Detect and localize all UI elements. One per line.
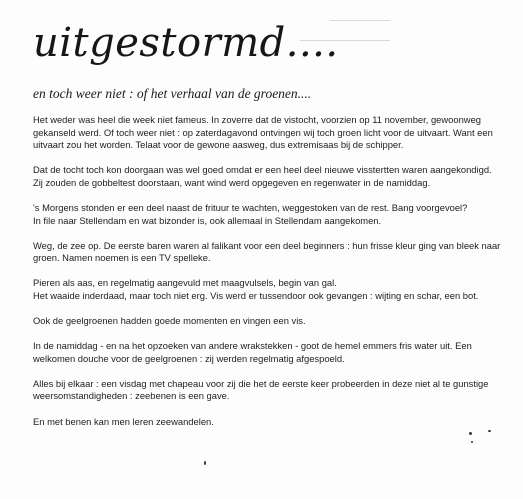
paragraph [33, 315, 503, 328]
text-line: Pieren als aas, en regelmatig aangevuld met maagvulsels, begin van gal. [33, 277, 337, 289]
text-line: uitvaart zou het worden. Telaat voor de gewone aasweg, dus extremisaas bij de schipper. [33, 139, 404, 151]
text-line: gekanseld werd. Of toch weer niet : op zaterdagavond ontvingen wij toch groen licht voor de uitvaart. Want een [33, 126, 493, 138]
paragraph [33, 340, 503, 365]
text-line: In de namiddag - en na het opzoeken van andere wrakstekken - goot de hemel emmers fris water uit. Een [33, 340, 472, 352]
scan-speck [488, 430, 491, 432]
text-line: In file naar Stellendam en wat bizonder is, ook allemaal in Stellendam aangekomen. [33, 214, 382, 226]
show-through-mark [330, 20, 390, 21]
text-line: Weg, de zee op. De eerste baren waren al falikant voor een deel beginners : hun frisse kleur ging van bleek naar [33, 239, 501, 251]
text-line: Ook de geelgroenen hadden goede momenten en vingen een vis. [33, 315, 306, 327]
paragraph [33, 114, 503, 152]
text-line: Zij zouden de gobbeltest doorstaan, want wind werd opgegeven en regenwater in de namiddag. [33, 176, 431, 188]
text-line: weersomstandigheden : zeebenen is een gave. [33, 390, 230, 402]
paragraph [33, 277, 503, 302]
text-line: Het waaide inderdaad, maar toch niet erg. Vis werd er tussendoor ook gevangen : wijting en schar, een bot. [33, 289, 479, 301]
text-line: groen. Namen noemen is een TV spelleke. [33, 252, 211, 264]
text-line: 's Morgens stonden er een deel naast de frituur te wachten, weggestoken van de rest. Bang voorgevoel? [33, 201, 468, 213]
text-line: Dat de tocht toch kon doorgaan was wel goed omdat er een heel deel nieuwe visstertten waren aangekondigd. [33, 164, 492, 176]
text-line: welkomen douche voor de geelgroenen : zij werden regelmatig afgespoeld. [33, 352, 345, 364]
page-subtitle: en toch weer niet : of het verhaal van de groenen.... [33, 86, 312, 101]
text-line: En met benen kan men leren zeewandelen. [33, 415, 214, 427]
scan-speck [204, 461, 206, 465]
paragraph [33, 202, 503, 227]
page-title: uitgestormd.... [33, 20, 339, 66]
scan-speck [471, 441, 473, 443]
paragraph [33, 416, 503, 429]
paragraph [33, 240, 503, 265]
paragraph [33, 378, 503, 403]
article-body [33, 114, 503, 441]
paragraph [33, 164, 503, 189]
scan-speck [469, 432, 472, 435]
text-line: Alles bij elkaar : een visdag met chapeau voor zij die het de eerste keer probeerden in deze niet al te gunstige [33, 377, 489, 389]
text-line: Het weder was heel die week niet fameus. In zoverre dat de vistocht, voorzien op 11 november, gewoonweg [33, 114, 481, 125]
